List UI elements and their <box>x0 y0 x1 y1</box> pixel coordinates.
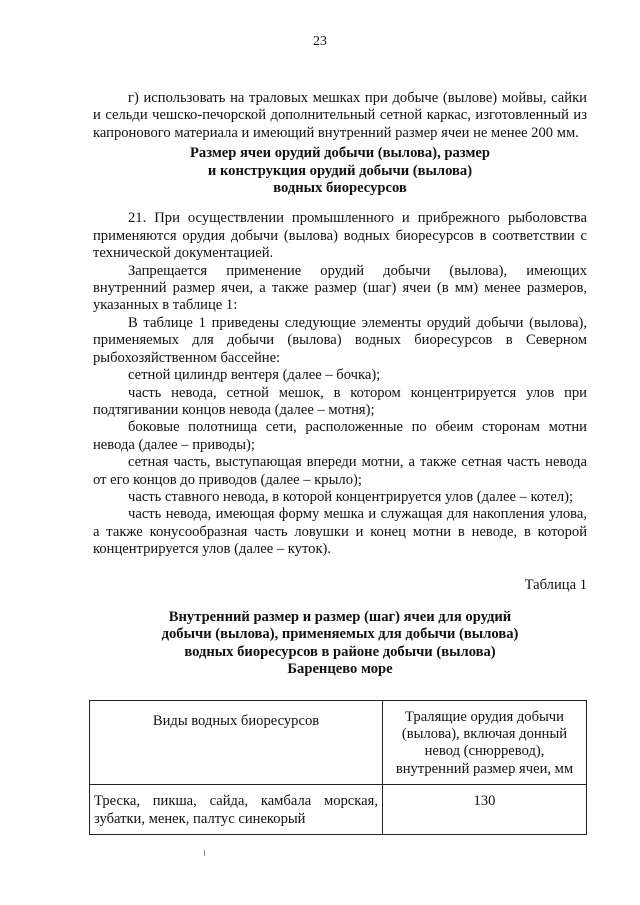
paragraph: часть невода, имеющая форму мешка и служащая для накопления улова, а также конусообразная часть ловушки и конец мотни в неводе, в которой концентрируется улов (далее – куток). <box>93 506 587 558</box>
mesh-size-table <box>89 700 587 836</box>
table-caption: Таблица 1 <box>524 576 587 593</box>
table-heading-line: добычи (вылова), применяемых для добычи (вылова) <box>161 626 519 643</box>
column-header-species: Виды водных биоресурсов <box>90 700 383 785</box>
paragraph: боковые полотнища сети, расположенные по обеим сторонам мотни невода (далее – приводы); <box>93 419 587 453</box>
paragraph: В таблице 1 приведены следующие элементы орудий добычи (вылова), применяемых для добычи (вылова) водных биоресурсов в Северном рыбохозяйственном бассейне: <box>93 314 587 366</box>
document-body <box>93 90 587 835</box>
scan-mark <box>204 850 205 856</box>
paragraph-g: г) использовать на траловых мешках при добыче (вылове) мойвы, сайки и сельди чешско-печорской дополнительный сетной каркас, изготовленный из капронового материала и имеющий внутренний размер ячеи не менее 200 мм. <box>93 90 587 141</box>
page-number: 23 <box>313 34 327 49</box>
paragraph: часть невода, сетной мешок, в котором концентрируется улов при подтягивании концов невода (далее – мотня); <box>93 384 587 418</box>
table-header-row <box>90 700 587 785</box>
table-heading-line: Баренцево море <box>287 661 393 678</box>
table-heading-line: водных биоресурсов в районе добычи (вылова) <box>184 643 496 660</box>
paragraph: 21. При осуществлении промышленного и прибрежного рыболовства применяются орудия добычи (вылова) водных биоресурсов в соответствии с технической документацией. <box>93 210 587 262</box>
table-heading-line: Внутренний размер и размер (шаг) ячеи для орудий <box>168 608 512 625</box>
table-row <box>90 785 587 835</box>
section-heading-line: водных биоресурсов <box>273 180 407 197</box>
section-heading <box>93 145 587 197</box>
section-heading-line: и конструкция орудий добычи (вылова) <box>207 162 473 179</box>
table-cell-mesh-size: 130 <box>383 785 587 835</box>
paragraph: часть ставного невода, в которой концентрируется улов (далее – котел); <box>128 488 574 505</box>
column-header-mesh-size: Тралящие орудия добычи (вылова), включая донный невод (снюрревод), внутренний размер ячеи, мм <box>383 700 587 785</box>
table-heading <box>93 609 587 679</box>
section-heading-line: Размер ячеи орудий добычи (вылова), размер <box>189 145 490 162</box>
paragraph: сетная часть, выступающая впереди мотни, а также сетная часть невода от его концов до приводов (далее – крыло); <box>93 454 587 488</box>
paragraph: Запрещается применение орудий добычи (вылова), имеющих внутренний размер ячеи, а также размер (шаг) ячеи (в мм) менее размеров, указанных в таблице 1: <box>93 262 587 314</box>
paragraph: сетной цилиндр вентеря (далее – бочка); <box>128 367 381 384</box>
table-cell-species: Треска, пикша, сайда, камбала морская, зубатки, менек, палтус синекорый <box>90 785 383 835</box>
